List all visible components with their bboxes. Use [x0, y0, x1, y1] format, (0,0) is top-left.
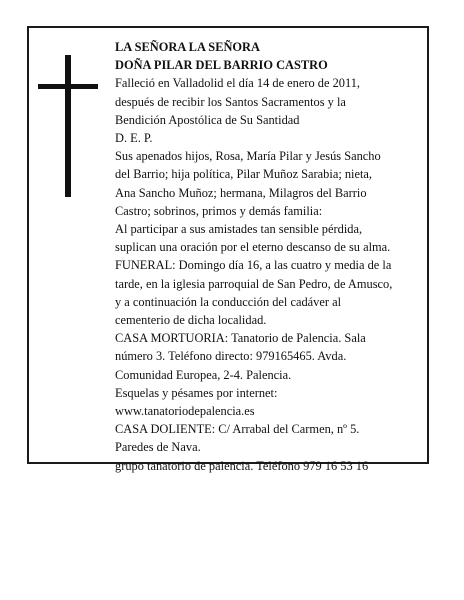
cross-vertical-bar [65, 55, 71, 197]
latin-cross-icon [38, 55, 98, 197]
text-line: Esquelas y pésames por internet: [115, 385, 278, 400]
text-line: D. E. P. [115, 131, 153, 146]
text-line: Falleció en Valladolid el día 14 de enero de 2011, [115, 76, 360, 91]
text-line: tarde, en la iglesia parroquial de San Pedro, de Amusco, [115, 276, 393, 291]
website-url: www.tanatoriodepalencia.es [115, 404, 255, 419]
obituary-text [115, 38, 425, 475]
cross-horizontal-bar [38, 84, 98, 89]
text-line: Castro; sobrinos, primos y demás familia: [115, 203, 323, 218]
deceased-name: DOÑA PILAR DEL BARRIO CASTRO [115, 58, 328, 73]
text-line: CASA MORTUORIA: Tanatorio de Palencia. Sala [115, 331, 366, 346]
text-line: FUNERAL: Domingo día 16, a las cuatro y media de la [115, 258, 392, 273]
text-line: Paredes de Nava. [115, 440, 201, 455]
text-line: Bendición Apostólica de Su Santidad [115, 112, 300, 127]
heading-title: LA SEÑORA LA SEÑORA [115, 40, 260, 54]
text-line: Al participar a sus amistades tan sensible pérdida, [115, 222, 363, 237]
text-line: suplican una oración por el eterno descanso de su alma. [115, 240, 391, 255]
text-line: número 3. Teléfono directo: 979165465. Avda. [115, 349, 347, 364]
text-line: Ana Sancho Muñoz; hermana, Milagros del Barrio [115, 185, 367, 200]
text-line: Comunidad Europea, 2-4. Palencia. [115, 367, 292, 382]
text-line: Sus apenados hijos, Rosa, María Pilar y Jesús Sancho [115, 149, 381, 164]
text-line: cementerio de dicha localidad. [115, 313, 267, 328]
text-line: grupo tanatorio de palencia. Teléfono 979 16 53 16 [115, 458, 369, 473]
text-line: del Barrio; hija política, Pilar Muñoz Sarabia; nieta, [115, 167, 373, 182]
text-line: y a continuación la conducción del cadáver al [115, 294, 342, 309]
text-line: CASA DOLIENTE: C/ Arrabal del Carmen, nº 5. [115, 422, 360, 437]
text-line: después de recibir los Santos Sacramentos y la [115, 94, 346, 109]
